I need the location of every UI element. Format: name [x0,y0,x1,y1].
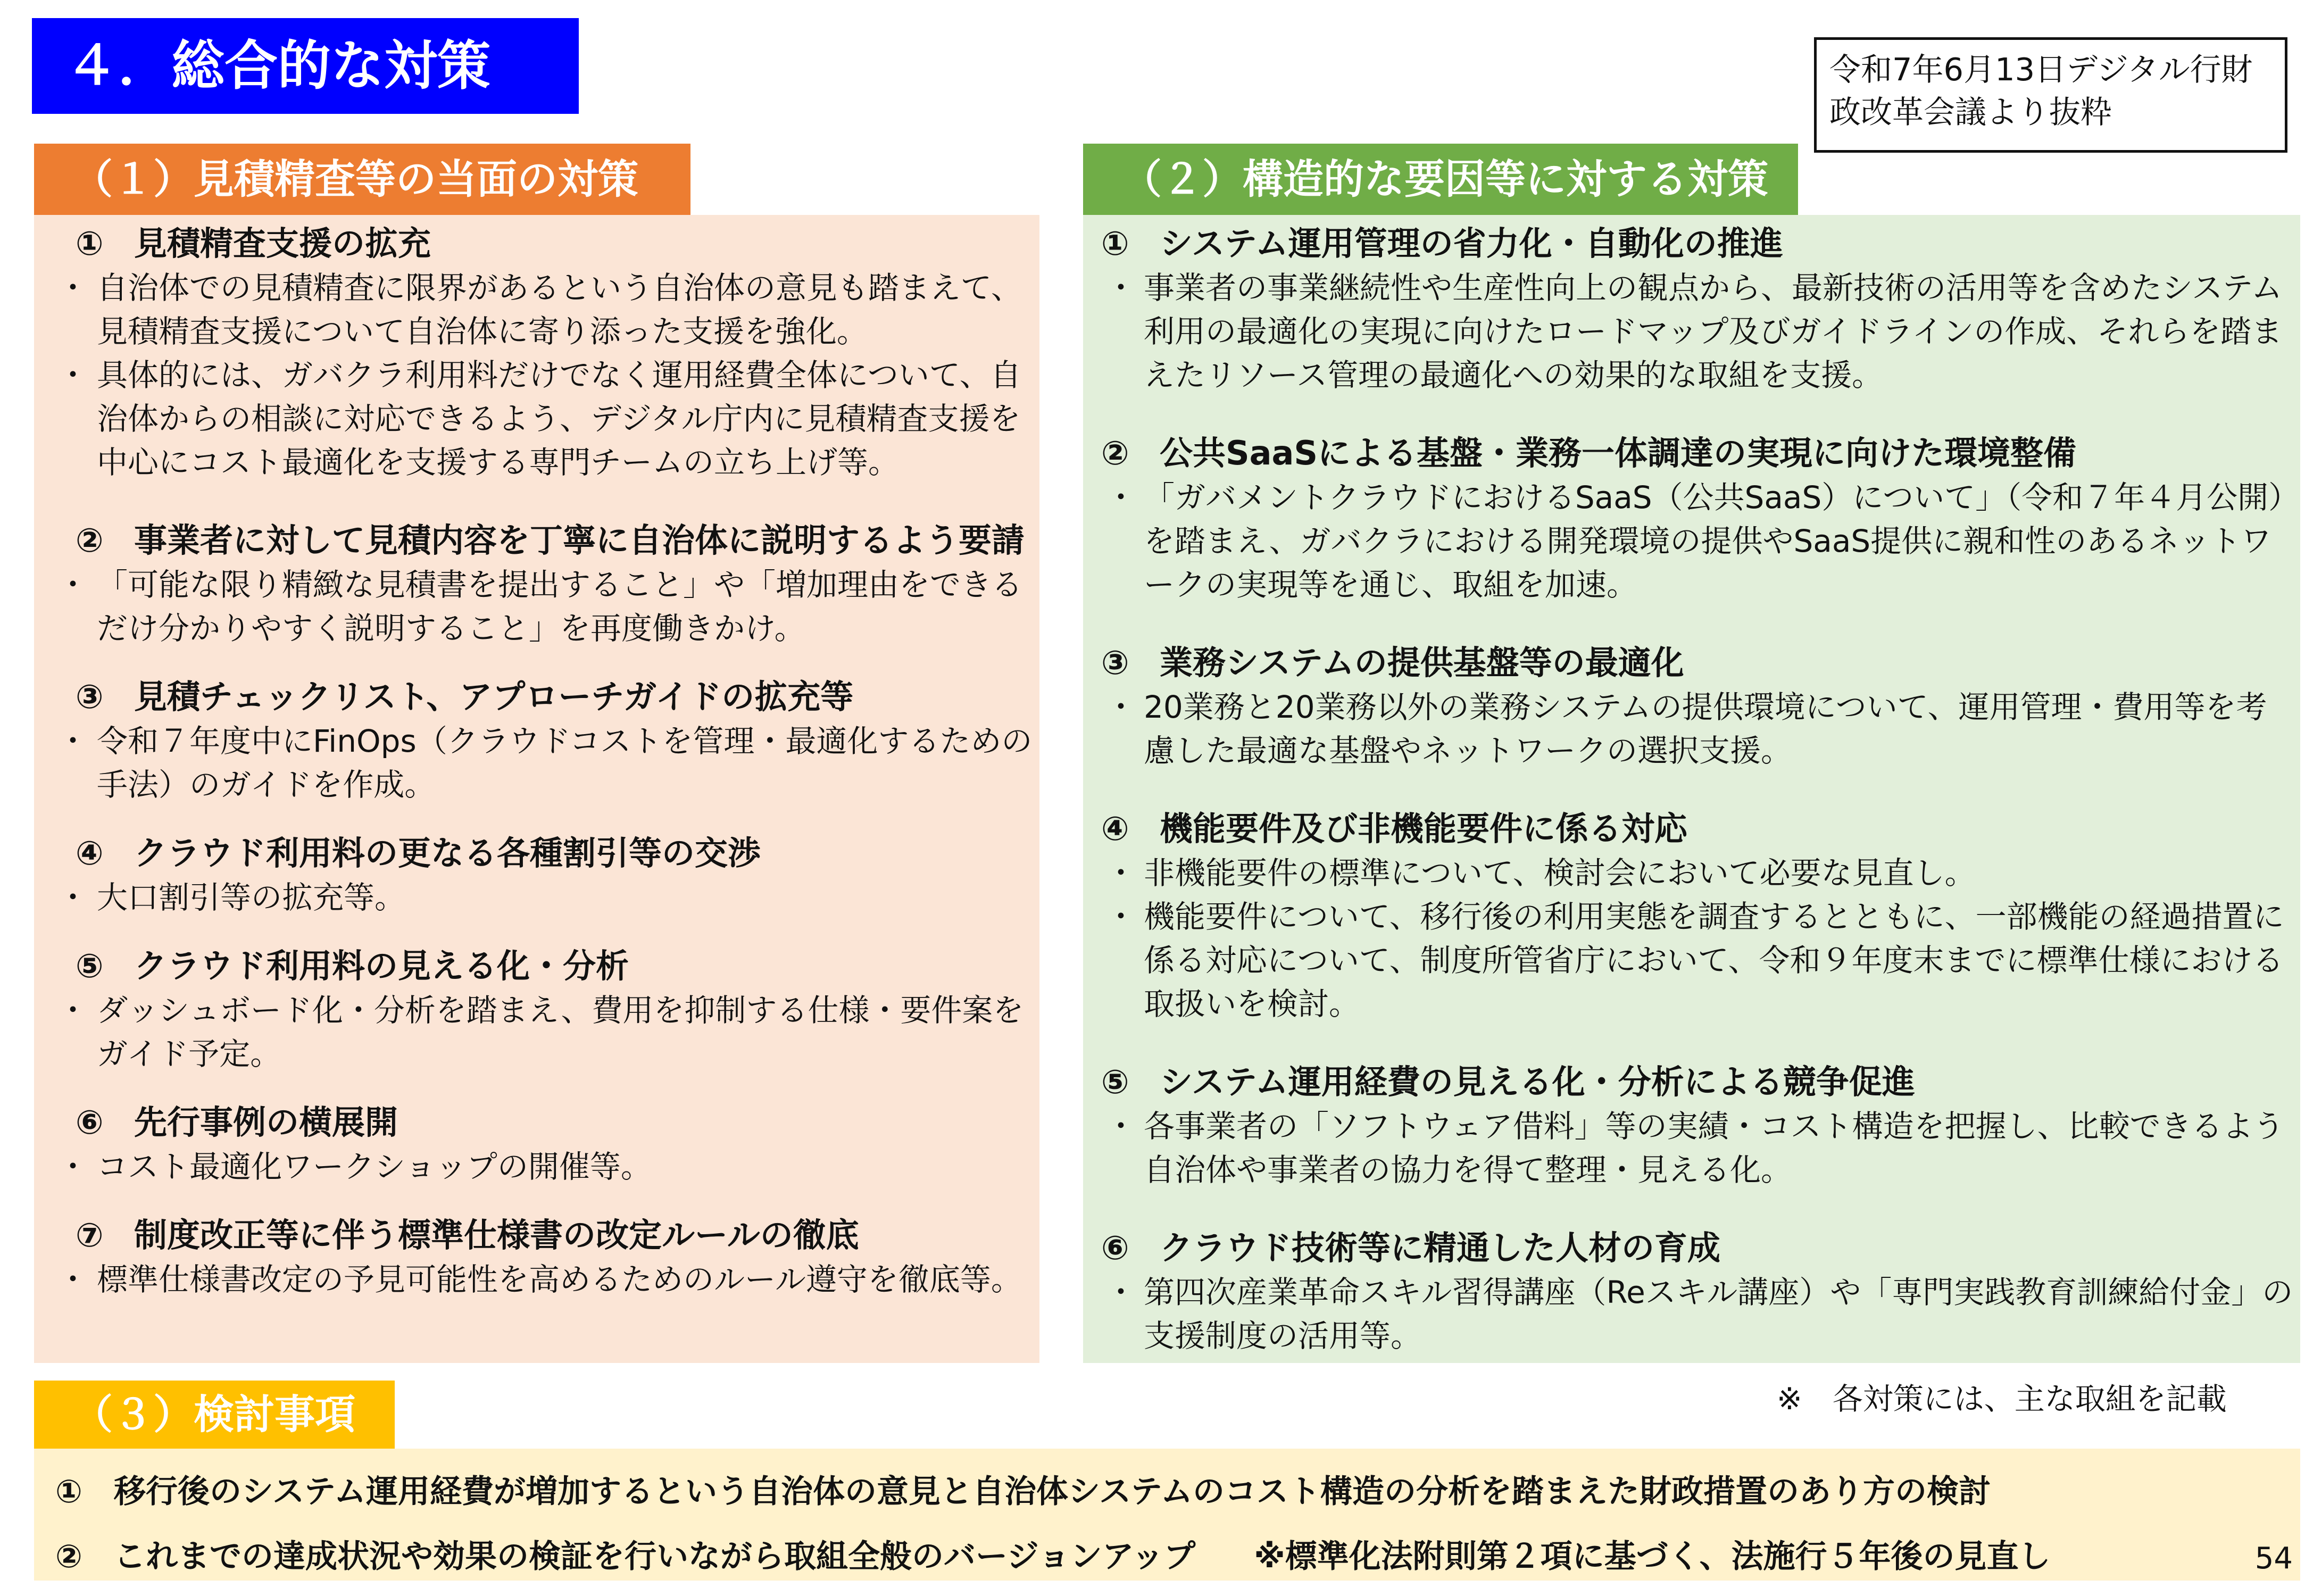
section2-header: （２）構造的な要因等に対する対策 [1083,144,1798,215]
section3-row-text: 移行後のシステム運用経費が増加するという自治体の意見と自治体システムのコスト構造の分析を踏まえた財政措置のあり方の検討 [114,1473,1991,1510]
section3-row-text: これまでの達成状況や効果の検証を行いながら取組全般のバージョンアップ [114,1538,1196,1575]
section3-row [55,1524,2290,1581]
section2-panel [1083,215,2300,1363]
item-title-text: 見積チェックリスト、アプローチガイドの拡充等 [134,677,854,716]
item-number: ① [76,224,104,263]
bullet-text: ・ 自治体での見積精査に限界があるという自治体の意見も踏まえて、見積精査支援について自治体に寄り添った支援を強化。 [76,266,1034,353]
item-number: ② [76,521,104,560]
section1-item-title [76,944,1034,988]
item-number: ② [55,1538,82,1575]
page-number: 54 [2254,1541,2293,1576]
section2-item-title [1101,1226,2295,1270]
bullet-text: ・ 標準仕様書改定の予見可能性を高めるためのルール遵守を徹底等。 [76,1258,1034,1301]
page-title: ４．総合的な対策 [32,18,579,114]
item-title-text: 機能要件及び非機能要件に係る対応 [1160,809,1688,848]
section2-item-title [1101,221,2295,266]
item-title-text: クラウド利用料の更なる各種割引等の交渉 [134,834,761,872]
section1-item-title [76,1100,1034,1145]
section1-item-title [76,221,1034,266]
item-number: ① [55,1473,82,1510]
bullet-text: ・ 第四次産業革命スキル習得講座（Reスキル講座）や「専門実践教育訓練給付金」の支援制度の活用等。 [1101,1270,2295,1358]
section1-header: （１）見積精査等の当面の対策 [34,144,690,215]
bullet-text: ・ 事業者の事業継続性や生産性向上の観点から、最新技術の活用等を含めたシステム利用の最適化の実現に向けたロードマップ及びガイドラインの作成、それらを踏まえたリソース管理の最適化への効果的な取組を支援。 [1101,266,2295,397]
bullet-text: ・ 「可能な限り精緻な見積書を提出すること」や「増加理由をできるだけ分かりやすく説明すること」を再度働きかけ。 [76,563,1034,650]
footnote: ※ 各対策には、主な取組を記載 [1777,1382,2227,1417]
section3-row [55,1459,2290,1524]
item-number: ① [1101,224,1129,263]
bullet-text: ・ 「ガバメントクラウドにおけるSaaS（公共SaaS）について」（令和７年４月公開）を踏まえ、ガバクラにおける開発環境の提供やSaaS提供に親和性のあるネットワークの実現等を通じ、取組を加速。 [1101,476,2295,606]
section2-item-title [1101,807,2295,851]
bullet-text: ・ ダッシュボード化・分析を踏まえ、費用を抑制する仕様・要件案をガイド予定。 [76,988,1034,1076]
item-number: ⑤ [1101,1062,1129,1101]
item-number: ④ [1101,809,1129,848]
bullet-text: ・ 機能要件について、移行後の利用実態を調査するとともに、一部機能の経過措置に係る対応について、制度所管省庁において、令和９年度末までに標準仕様における取扱いを検討。 [1101,895,2295,1026]
item-title-text: クラウド利用料の見える化・分析 [134,946,629,985]
item-title-text: 業務システムの提供基盤等の最適化 [1160,643,1684,682]
bullet-text: ・ 令和７年度中にFinOps（クラウドコストを管理・最適化するための手法）のガイドを作成。 [76,719,1034,807]
section1-item-title [76,675,1034,719]
item-number: ⑥ [76,1103,104,1142]
bullet-text: ・ 具体的には、ガバクラ利用料だけでなく運用経費全体について、自治体からの相談に対応できるよう、デジタル庁内に見積精査支援を中心にコスト最適化を支援する専門チームの立ち上げ等。 [76,353,1034,484]
item-number: ⑤ [76,946,104,985]
section2-item-title [1101,641,2295,685]
item-title-text: 公共SaaSによる基盤・業務一体調達の実現に向けた環境整備 [1160,434,2076,472]
section2-item-title [1101,431,2295,476]
item-title-text: クラウド技術等に精通した人材の育成 [1160,1228,1721,1267]
source-note: 令和7年6月13日デジタル行財政改革会議より抜粋 [1814,37,2287,153]
item-title-text: 見積精査支援の拡充 [134,224,431,263]
item-number: ③ [1101,643,1129,682]
bullet-text: ・ 非機能要件の標準について、検討会において必要な見直し。 [1101,851,2295,895]
item-number: ⑦ [76,1216,104,1254]
section1-item-title [76,831,1034,876]
section1-item-title [76,1213,1034,1258]
section3-row-note: ※標準化法附則第２項に基づく、法施行５年後の見直し [1254,1538,2051,1575]
item-number: ④ [76,834,104,872]
bullet-text: ・ 20業務と20業務以外の業務システムの提供環境について、運用管理・費用等を考慮した最適な基盤やネットワークの選択支援。 [1101,685,2295,772]
item-title-text: 事業者に対して見積内容を丁寧に自治体に説明するよう要請 [134,521,1025,560]
item-title-text: 制度改正等に伴う標準仕様書の改定ルールの徹底 [134,1216,859,1254]
section1-panel [34,215,1039,1363]
section3-panel [34,1449,2300,1581]
bullet-text: ・ コスト最適化ワークショップの開催等。 [76,1145,1034,1188]
item-title-text: 先行事例の横展開 [134,1103,398,1142]
item-title-text: システム運用管理の省力化・自動化の推進 [1160,224,1783,263]
section2-item-title [1101,1060,2295,1104]
bullet-text: ・ 各事業者の「ソフトウェア借料」等の実績・コスト構造を把握し、比較できるよう自治体や事業者の協力を得て整理・見える化。 [1101,1104,2295,1192]
item-title-text: システム運用経費の見える化・分析による競争促進 [1160,1062,1915,1101]
item-number: ③ [76,677,104,716]
item-number: ② [1101,434,1129,472]
section1-item-title [76,518,1034,563]
item-number: ⑥ [1101,1228,1129,1267]
bullet-text: ・ 大口割引等の拡充等。 [76,876,1034,919]
section3-header: （３）検討事項 [34,1381,395,1449]
